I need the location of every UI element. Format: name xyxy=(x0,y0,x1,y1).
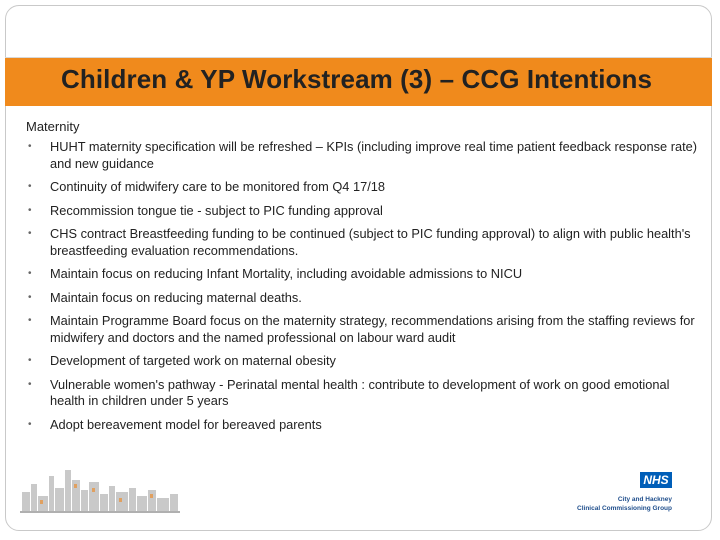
bullet-dot: • xyxy=(28,355,32,366)
slide-title: Children & YP Workstream (3) – CCG Intentions xyxy=(61,64,653,94)
bullet-list xyxy=(26,139,706,440)
list-item xyxy=(26,290,706,307)
bullet-dot: • xyxy=(28,315,32,326)
bullet-text: Adopt bereavement model for bereaved parents xyxy=(50,416,322,432)
section-heading: Maternity xyxy=(26,119,80,134)
org-name-line2: Clinical Commissioning Group xyxy=(577,505,672,512)
bullet-dot: • xyxy=(28,418,32,430)
list-item xyxy=(26,266,706,283)
nhs-logo: NHS xyxy=(640,472,672,488)
bullet-text: Vulnerable women's pathway - Perinatal mental health : contribute to development of work on good emotional health in children under 5 years xyxy=(50,376,670,408)
bullet-text: HUHT maternity specification will be refreshed – KPIs (including improve real time patient feedback response rate) and new guidance xyxy=(50,139,698,171)
ccg-logo xyxy=(572,468,682,516)
bullet-text: Maintain Programme Board focus on the maternity strategy, recommendations arising from the staffing reviews for midwifery and doctors and the named professional on labour ward audit xyxy=(50,313,695,345)
list-item xyxy=(26,226,706,259)
bullet-text: CHS contract Breastfeeding funding to be continued (subject to PIC funding approval) to align with public health's breastfeeding evaluation recommendations. xyxy=(50,226,691,258)
bullet-dot: • xyxy=(28,378,32,390)
bullet-dot: • xyxy=(28,181,32,192)
bullet-text: Maintain focus on reducing Infant Mortality, including avoidable admissions to NICU xyxy=(50,266,523,281)
bullet-text: Recommission tongue tie - subject to PIC funding approval xyxy=(50,202,383,218)
list-item xyxy=(26,179,706,196)
list-item xyxy=(26,313,706,346)
list-item xyxy=(26,353,706,370)
city-skyline-icon xyxy=(20,462,180,514)
list-item xyxy=(26,139,706,172)
list-item xyxy=(26,417,706,434)
list-item xyxy=(26,203,706,220)
bullet-text: Maintain focus on reducing maternal deaths. xyxy=(50,289,302,305)
bullet-text: Development of targeted work on maternal obesity xyxy=(50,353,336,368)
bullet-dot: • xyxy=(28,141,32,152)
bullet-dot: • xyxy=(28,268,32,279)
list-item xyxy=(26,377,706,410)
bullet-dot: • xyxy=(28,228,32,239)
bullet-dot: • xyxy=(28,291,32,303)
org-name-line1: City and Hackney xyxy=(617,496,672,503)
bullet-dot: • xyxy=(28,204,32,216)
bullet-text: Continuity of midwifery care to be monitored from Q4 17/18 xyxy=(50,179,386,194)
